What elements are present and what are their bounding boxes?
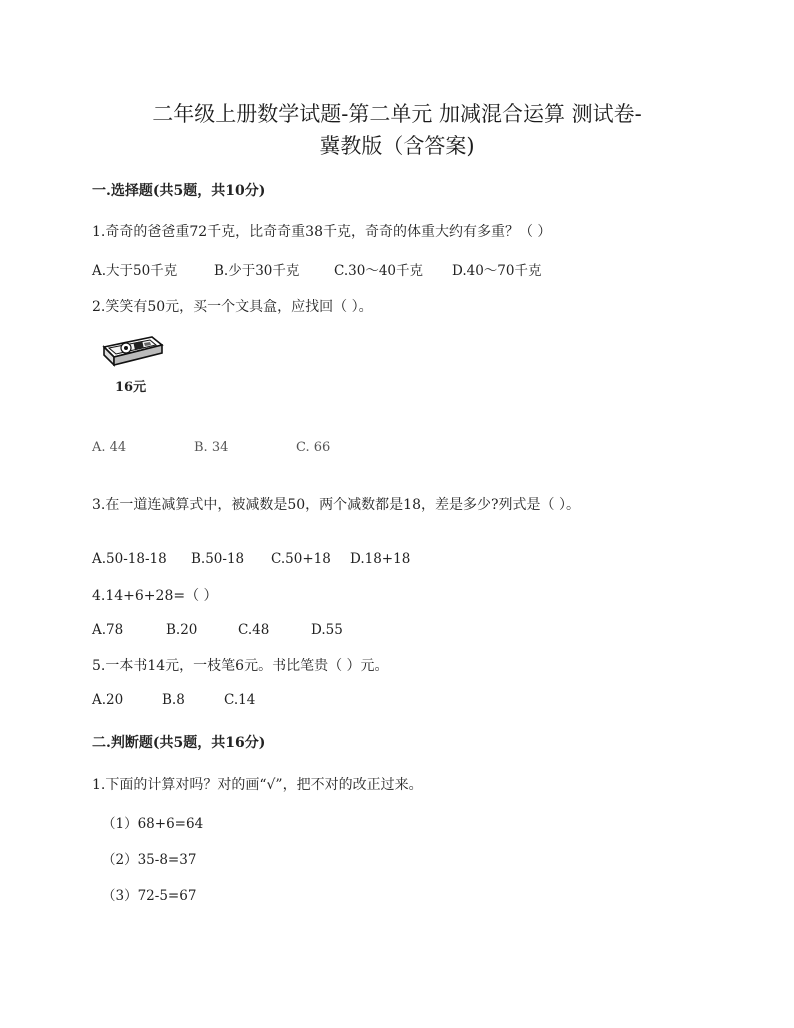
- judgement-item-3: （3）72-5=67: [102, 888, 197, 904]
- q1-option-c: C.30～40千克: [334, 263, 423, 279]
- q3-option-b: B.50-18: [191, 551, 245, 567]
- q3-option-c: C.50+18: [271, 551, 331, 567]
- q2-option-c: C. 66: [296, 440, 331, 455]
- judgement-question1-text: 1.下面的计算对吗？对的画“√”，把不对的改正过来。: [92, 777, 423, 793]
- q4-option-c: C.48: [238, 622, 270, 638]
- pencil-box-price: 16元: [115, 380, 147, 395]
- q4-option-b: B.20: [166, 622, 198, 638]
- q1-option-a: A.大于50千克: [92, 263, 178, 279]
- q1-option-d: D.40～70千克: [452, 263, 542, 279]
- q3-option-d: D.18+18: [350, 551, 411, 567]
- q3-option-a: A.50-18-18: [92, 551, 167, 567]
- document-title-line2: 冀教版（含答案): [319, 134, 475, 158]
- pencil-box-icon: [100, 333, 164, 369]
- q4-option-a: A.78: [92, 622, 124, 638]
- question5-text: 5.一本书14元，一枝笔6元。书比笔贵（ ）元。: [92, 658, 389, 674]
- q4-option-d: D.55: [311, 622, 343, 638]
- section1-heading: 一.选择题(共5题，共10分): [92, 183, 266, 199]
- section2-heading: 二.判断题(共5题，共16分): [92, 735, 266, 751]
- q1-option-b: B.少于30千克: [214, 263, 300, 279]
- q2-option-a: A. 44: [92, 440, 127, 455]
- question4-text: 4.14+6+28=（ ）: [92, 588, 218, 604]
- question1-text: 1.奇奇的爸爸重72千克，比奇奇重38千克，奇奇的体重大约有多重？（ ）: [92, 224, 552, 240]
- question2-text: 2.笑笑有50元，买一个文具盒，应找回（ ）。: [92, 299, 373, 315]
- judgement-item-1: （1）68+6=64: [102, 816, 204, 832]
- question3-text: 3.在一道连减算式中，被减数是50，两个减数都是18，差是多少?列式是（ ）。: [92, 497, 580, 513]
- q5-option-b: B.8: [162, 692, 185, 708]
- q5-option-c: C.14: [224, 692, 256, 708]
- document-title-line1: 二年级上册数学试题-第二单元 加减混合运算 测试卷-: [152, 102, 642, 126]
- judgement-item-2: （2）35-8=37: [102, 852, 197, 868]
- q5-option-a: A.20: [92, 692, 124, 708]
- q2-option-b: B. 34: [194, 440, 229, 455]
